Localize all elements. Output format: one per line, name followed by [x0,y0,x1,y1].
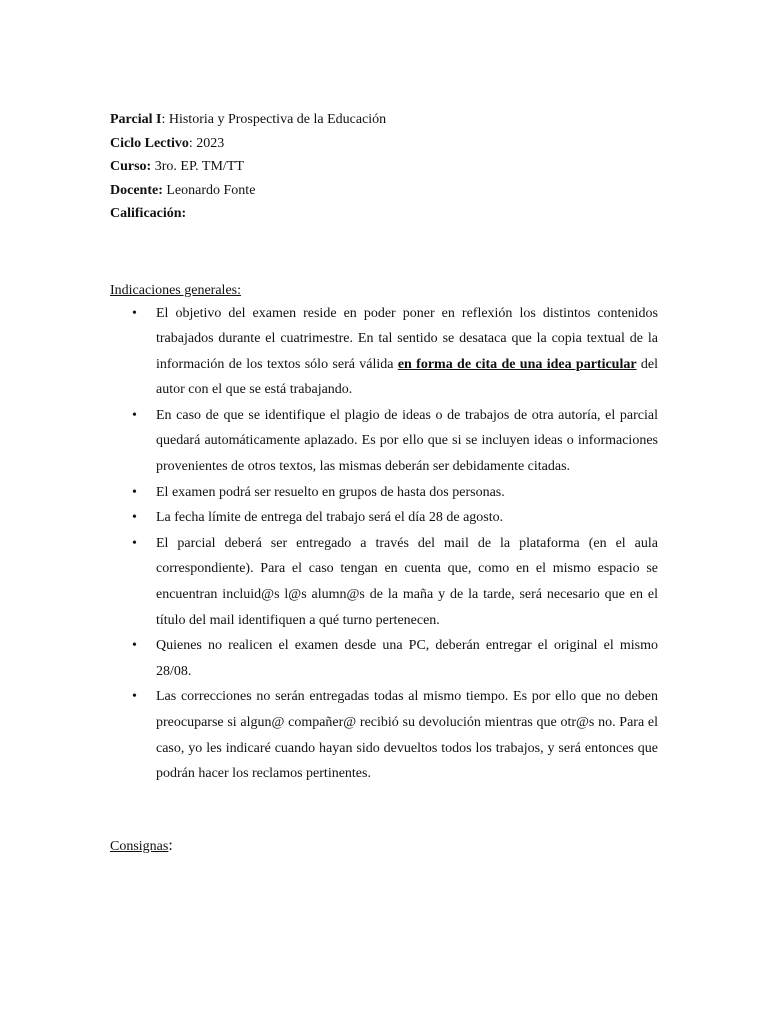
bullet-icon: • [132,510,137,526]
list-item [110,531,658,633]
course-label: Curso: [110,159,152,174]
list-item [110,633,658,684]
item4-text: La fecha límite de entrega del trabajo será el día 28 de agosto. [156,510,504,526]
cycle-label: Ciclo Lectivo [110,135,189,151]
cycle-value: : 2023 [188,135,225,151]
consignas-colon: : [168,836,173,854]
general-indications-section [110,281,658,787]
consignas-heading: Consignas [110,838,169,854]
list-item [110,480,658,506]
course-line [110,155,658,179]
item3-text: El examen podrá ser resuelto en grupos de hasta dos personas. [156,484,505,500]
bullet-icon: • [132,484,137,500]
document-page [110,108,658,857]
list-item [110,301,658,403]
teacher-line [110,179,658,203]
general-indications-heading: Indicaciones generales: [110,282,241,298]
item2-text: En caso de que se identifique el plagio de ideas o de trabajos de otra autoría, el parcial quedará automáticamente aplazado. Es por ello que si se incluyen ideas o informaciones provenientes de otros textos, las mismas deberán ser debidamente citadas. [156,407,658,475]
bullet-icon: • [132,689,137,705]
bullet-icon: • [132,305,137,321]
item7-text: Las correcciones no serán entregadas todas al mismo tiempo. Es por ello que no deben preocuparse si algun@ compañer@ recibió su devolución mientras que otr@s no. Para el caso, yo les indicaré cuando hayan sido devueltos todos los trabajos, y será entonces que podrán hacer los reclamos pertinentes. [156,689,658,782]
bullet-icon: • [132,535,137,551]
cycle-line [110,132,658,156]
teacher-value: Leonardo Fonte [162,182,256,198]
exam-title-value: : Historia y Prospectiva de la Educación [161,112,387,127]
bullet-icon: • [132,407,137,423]
exam-title-line [110,108,658,132]
item1-text-start: El objetivo del examen reside en poder poner en reflexión los distintos contenidos trabajados durante el cuatrimestre. En tal sentido se desataca que la copia textual de la información de los textos sólo será válida [156,305,658,372]
item1-emphasis: en forma de cita de una idea particular [397,356,637,372]
item6-text: Quienes no realicen el examen desde una PC, deberán entregar el original el mismo 28/08. [156,638,658,679]
bullet-icon: • [132,638,137,654]
exam-header [110,108,658,226]
list-item [110,505,658,531]
list-item [110,403,658,480]
item5-text: El parcial deberá ser entregado a través del mail de la plataforma (en el aula correspondiente). Para el caso tengan en cuenta que, como en el mismo espacio se encuentran incluid@s l@s alumn@s de la maña y de la tarde, será necesario que en el título del mail identifiquen a qué turno pertenecen. [156,535,658,628]
consignas-section [110,837,658,857]
exam-title-label: Parcial I [110,112,162,127]
teacher-label: Docente: [110,182,163,198]
course-value: 3ro. EP. TM/TT [151,159,244,174]
list-item [110,684,658,786]
grade-line [110,202,658,226]
item1-text-end: del autor con el que se está trabajando. [156,356,659,398]
indications-list [110,301,658,787]
grade-label: Calificación: [110,206,187,221]
